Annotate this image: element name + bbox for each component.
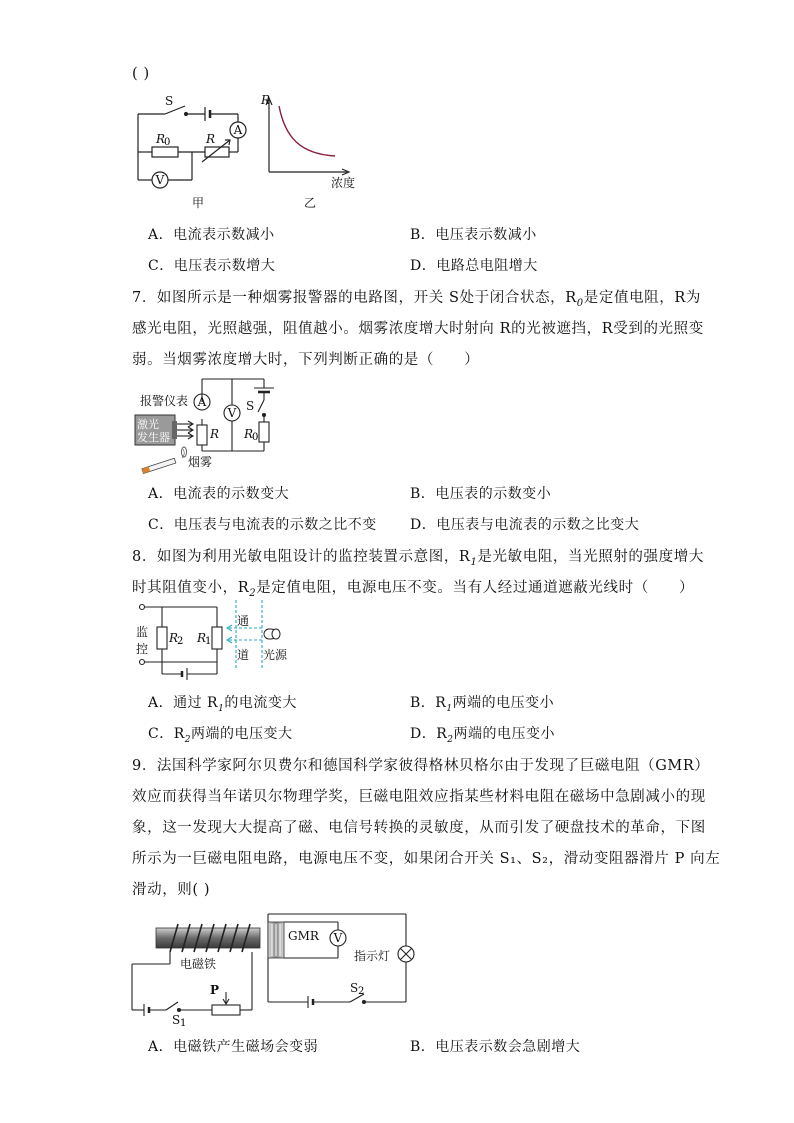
q7-laser-label-2: 发生器 <box>137 431 170 444</box>
q9-voltmeter-label: V <box>333 931 343 945</box>
q9-s1-label: S <box>172 1013 181 1026</box>
q9-stem-line-2: 效应而获得当年诺贝尔物理学奖，巨磁电阻效应指某些材料电阻在磁场中急剧减小的现 <box>132 789 706 805</box>
q8-stem-line-1: 8．如图为利用光敏电阻设计的监控装置示意图，$R_1$是光敏电阻，当光照射的强度增大 <box>132 549 704 568</box>
q8-channel-label-1: 通 <box>237 614 250 628</box>
q8-option-d[interactable]: D．$R_2$两端的电压变小 <box>410 726 555 745</box>
q8-monitor-label-1: 监 <box>136 625 149 639</box>
q8-light-source-label: 光源 <box>263 648 288 662</box>
q8-r2-sub: 2 <box>177 636 184 647</box>
q7-stem-line-1: 7．如图所示是一种烟雾报警器的电路图，开关 S处于闭合状态，$R_0$是定值电阻，R为 <box>132 290 701 309</box>
q6-answer-bracket: ( ) <box>132 66 150 82</box>
q7-laser-label-1: 激光 <box>137 418 159 431</box>
q6-option-c[interactable]: C．电压表示数增大 <box>148 258 276 274</box>
q6-voltmeter-label: V <box>155 173 165 187</box>
q7-switch-label: S <box>246 399 255 413</box>
q9-stem-line-1: 9．法国科学家阿尔贝费尔和德国科学家彼得格林贝格尔由于发现了巨磁电阻（GMR） <box>132 758 710 774</box>
q9-option-a[interactable]: A．电磁铁产生磁场会变弱 <box>148 1039 319 1055</box>
q7-stem-line-2: 感光电阻，光照越强，阻值越小。烟雾浓度增大时射向 R的光被遮挡，R受到的光照变 <box>132 321 704 337</box>
q8-option-c[interactable]: C．$R_2$两端的电压变大 <box>148 726 293 745</box>
q7-ammeter-label: A <box>197 395 207 409</box>
q6-figure-yi <box>255 92 370 212</box>
q8-option-a[interactable]: A．通过 $R_1$的电流变大 <box>148 695 297 714</box>
q7-r-label: R <box>210 427 220 441</box>
q7-option-d[interactable]: D．电压表与电流表的示数之比变大 <box>410 517 640 533</box>
q9-option-b[interactable]: B．电压表示数会急剧增大 <box>410 1039 581 1055</box>
q8-r1-sub: 1 <box>205 636 212 647</box>
q9-figure <box>128 906 418 1026</box>
q6-caption-yi: 乙 <box>303 196 317 210</box>
q9-lamp-label: 指示灯 <box>354 949 391 963</box>
q6-r0-sub: 0 <box>164 137 171 148</box>
q9-s2-label: S <box>350 981 359 995</box>
q7-r0-sub: 0 <box>252 432 259 443</box>
q6-ammeter-label: A <box>233 123 243 137</box>
q6-switch-label: S <box>165 94 174 108</box>
q7-option-a[interactable]: A．电流表的示数变大 <box>148 486 290 502</box>
q6-caption-jia: 甲 <box>191 196 205 210</box>
q9-stem-line-3: 象，这一发现大大提高了磁、电信号转换的灵敏度，从而引发了硬盘技术的革命，下图 <box>132 820 706 836</box>
q8-r1-label: R <box>197 631 207 645</box>
q9-gmr-label: GMR <box>288 929 319 943</box>
q6-yi-y-label: R <box>261 93 271 107</box>
q9-s2-sub: 2 <box>358 986 365 997</box>
q6-r0-label: R <box>156 132 166 146</box>
q9-stem-line-4: 所示为一巨磁电阻电路，电源电压不变，如果闭合开关 S₁、S₂，滑动变阻器滑片 P 向左 <box>132 851 721 867</box>
q6-r-label: R <box>206 132 216 146</box>
q8-stem-line-2: 时其阻值变小，$R_2$是定值电阻，电源电压不变。当有人经过通道遮蔽光线时（ ） <box>132 580 695 599</box>
q6-option-a[interactable]: A．电流表示数减小 <box>148 227 275 243</box>
q7-option-b[interactable]: B．电压表的示数变小 <box>410 486 552 502</box>
q9-slider-label: P <box>210 983 220 997</box>
q7-option-c[interactable]: C．电压表与电流表的示数之比不变 <box>148 517 377 533</box>
q6-option-d[interactable]: D．电路总电阻增大 <box>410 258 538 274</box>
q9-stem-line-5: 滑动，则( ) <box>132 882 211 898</box>
q7-stem-line-3: 弱。当烟雾浓度增大时，下列判断正确的是（ ） <box>132 352 480 368</box>
q8-figure <box>132 598 302 680</box>
q8-option-b[interactable]: B．$R_1$两端的电压变小 <box>410 695 555 714</box>
q8-r2-label: R <box>169 631 179 645</box>
q7-alarm-label: 报警仪表 <box>140 394 189 408</box>
q6-option-b[interactable]: B．电压表示数减小 <box>410 227 537 243</box>
q6-figure-jia <box>130 92 260 212</box>
q7-figure <box>132 372 282 478</box>
q9-electromagnet-label: 电磁铁 <box>180 957 217 971</box>
q7-r0-label: R <box>244 427 254 441</box>
q7-voltmeter-label: V <box>227 406 237 420</box>
q8-monitor-label-2: 控 <box>136 642 149 656</box>
q9-s1-sub: 1 <box>180 1018 187 1026</box>
q8-channel-label-2: 道 <box>237 648 250 662</box>
q7-smoke-label: 烟雾 <box>188 455 213 469</box>
q6-yi-x-label: 浓度 <box>331 176 356 190</box>
